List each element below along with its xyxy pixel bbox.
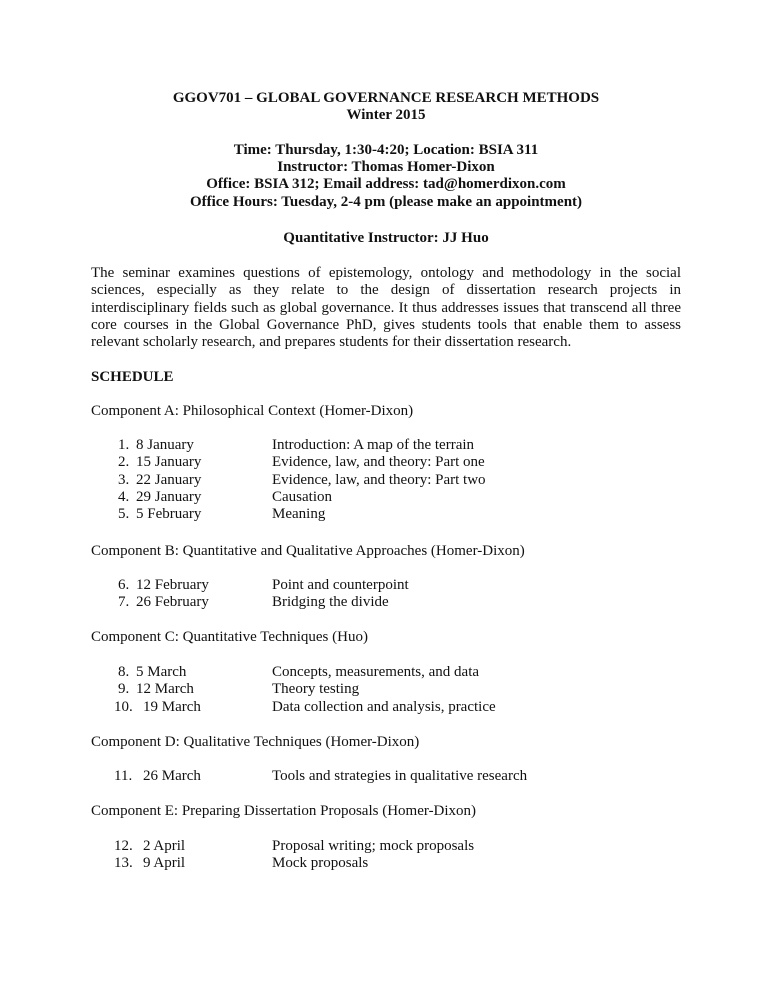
schedule-number: 9. [118, 681, 130, 698]
schedule-topic: Mock proposals [272, 855, 369, 872]
schedule-date: 8 January [136, 437, 194, 453]
schedule-number: 6. [118, 577, 130, 593]
schedule-topic: Causation [272, 488, 332, 505]
component-heading: Component A: Philosophical Context (Homer-Dixon) [91, 403, 414, 419]
component-heading: Component C: Quantitative Techniques (Huo) [91, 629, 368, 645]
schedule-date: 26 March [143, 768, 201, 784]
schedule-topic: Proposal writing; mock proposals [272, 838, 475, 854]
schedule-topic: Introduction: A map of the terrain [272, 437, 475, 453]
component-heading: Component E: Preparing Dissertation Proposals (Homer-Dixon) [91, 803, 477, 819]
schedule-number: 1. [118, 437, 130, 453]
schedule-number: 7. [118, 594, 130, 611]
schedule-date: 29 January [136, 488, 202, 505]
schedule-row [0, 838, 768, 855]
course-description [91, 265, 681, 351]
schedule-number: 11. [114, 768, 133, 784]
schedule-number: 3. [118, 471, 130, 488]
schedule-topic: Theory testing [272, 681, 360, 698]
schedule-row [0, 437, 768, 454]
schedule-row [0, 506, 768, 523]
schedule-number: 10. [114, 698, 133, 715]
schedule-row [0, 681, 768, 698]
component-heading: Component B: Quantitative and Qualitative Approaches (Homer-Dixon) [91, 543, 525, 559]
schedule-topic: Concepts, measurements, and data [272, 664, 480, 680]
description-line: relevant scholarly research, and prepares students for their dissertation research. [91, 334, 572, 351]
schedule-date: 9 April [143, 855, 186, 872]
instructor: Instructor: Thomas Homer-Dixon [277, 159, 495, 175]
schedule-date: 12 February [136, 577, 209, 593]
schedule-row [0, 489, 768, 506]
schedule-heading: SCHEDULE [91, 369, 174, 385]
schedule-row [0, 594, 768, 611]
schedule-topic: Point and counterpoint [272, 577, 409, 593]
schedule-row [0, 664, 768, 681]
office-hours: Office Hours: Tuesday, 2-4 pm (please make an appointment) [189, 194, 583, 210]
course-title: GGOV701 – GLOBAL GOVERNANCE RESEARCH METHODS [172, 90, 600, 106]
schedule-topic: Evidence, law, and theory: Part two [272, 471, 486, 488]
schedule-number: 13. [114, 855, 133, 872]
schedule-date: 5 February [136, 506, 202, 523]
schedule-date: 5 March [136, 664, 187, 680]
office-email: Office: BSIA 312; Email address: tad@homerdixon.com [206, 176, 566, 192]
course-term: Winter 2015 [346, 107, 426, 123]
schedule-date: 19 March [143, 698, 201, 715]
schedule-row [0, 454, 768, 471]
schedule-number: 4. [118, 488, 130, 505]
description-line: sciences, especially as they relate to the design of dissertation research projects in [91, 282, 681, 299]
schedule-topic: Meaning [272, 506, 326, 523]
schedule-date: 15 January [136, 454, 202, 471]
schedule-date: 22 January [136, 471, 202, 488]
description-line: core courses in the Global Governance PhD, gives students tools that enable them to assess [91, 316, 681, 333]
description-line: The seminar examines questions of epistemology, ontology and methodology in the social [91, 265, 681, 281]
component-heading: Component D: Qualitative Techniques (Homer-Dixon) [91, 734, 420, 750]
schedule-date: 12 March [136, 681, 194, 698]
schedule-number: 5. [118, 506, 130, 523]
schedule-topic: Data collection and analysis, practice [272, 698, 496, 715]
schedule-topic: Tools and strategies in qualitative research [272, 768, 528, 784]
schedule-row [0, 577, 768, 594]
schedule-row [0, 855, 768, 872]
schedule-row [0, 699, 768, 716]
schedule-date: 26 February [136, 594, 209, 611]
description-line: interdisciplinary fields such as global governance. It thus addresses issues that transcend all three [91, 299, 681, 316]
schedule-number: 12. [114, 838, 133, 854]
schedule-topic: Bridging the divide [272, 594, 389, 611]
schedule-row [0, 472, 768, 489]
schedule-number: 8. [118, 664, 130, 680]
time-location: Time: Thursday, 1:30-4:20; Location: BSIA 311 [233, 142, 539, 158]
schedule-number: 2. [118, 454, 130, 471]
schedule-date: 2 April [143, 838, 186, 854]
schedule-topic: Evidence, law, and theory: Part one [272, 454, 485, 471]
schedule-row [0, 768, 768, 785]
quantitative-instructor: Quantitative Instructor: JJ Huo [283, 230, 489, 246]
